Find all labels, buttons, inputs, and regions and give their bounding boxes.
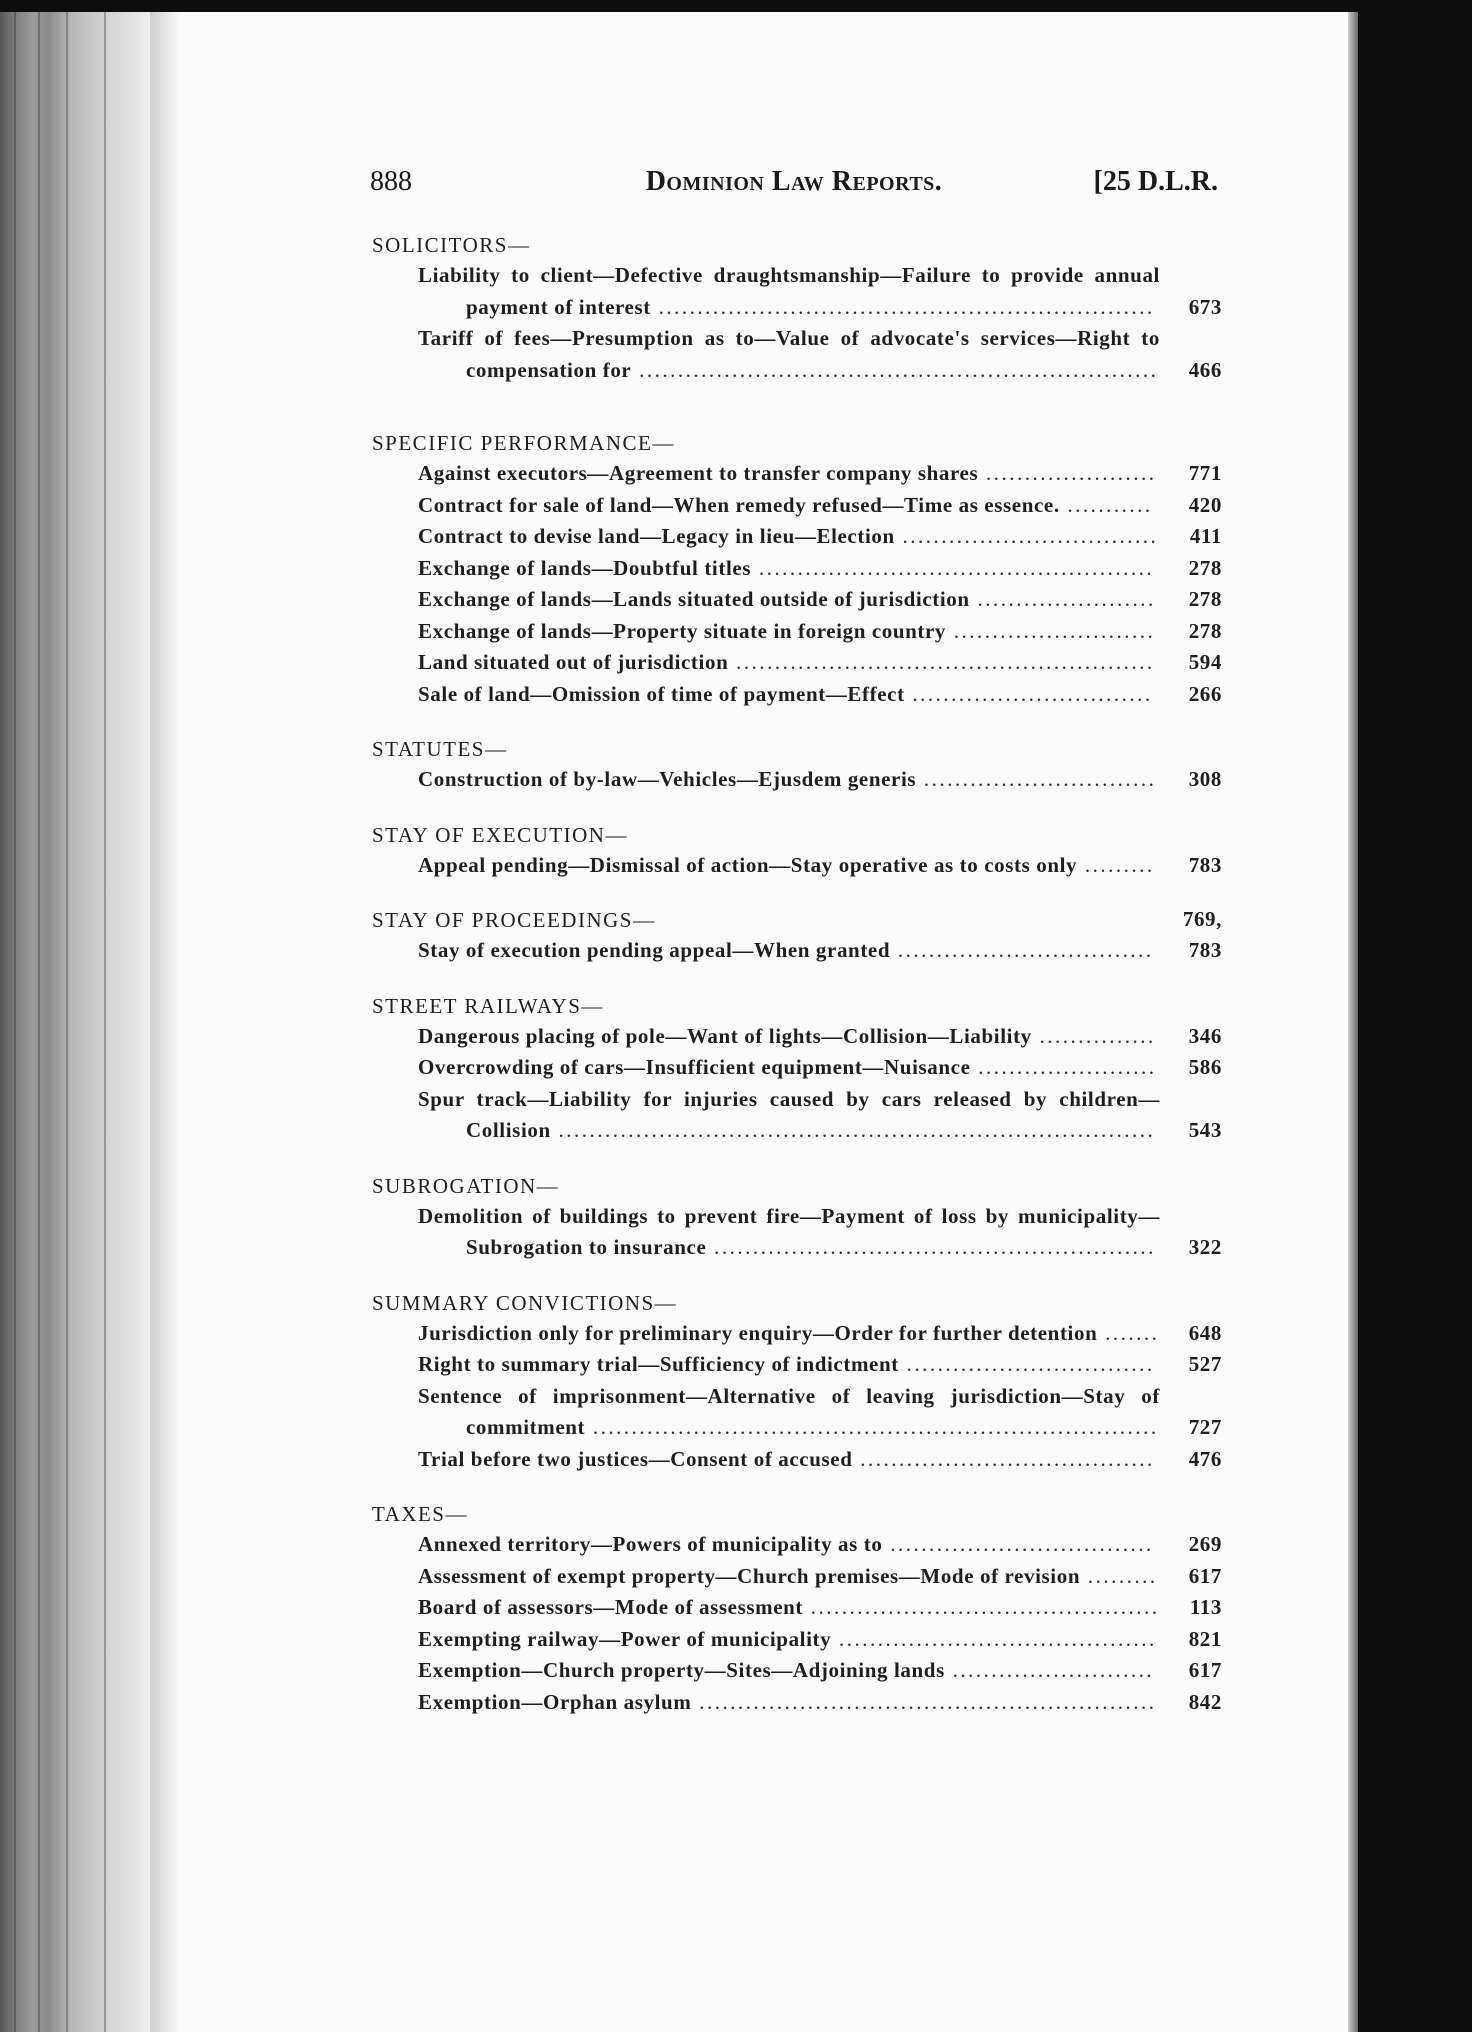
- entry-container: [370, 1349, 1222, 1381]
- entry-text: Annexed territory—Powers of municipality as to: [418, 1532, 883, 1556]
- index-entry: [370, 647, 1222, 679]
- index-section: [370, 991, 1222, 1147]
- entry-text: Overcrowding of cars—Insufficient equipment—Nuisance: [418, 1055, 971, 1079]
- entry-text: Against executors—Agreement to transfer company shares: [418, 461, 979, 485]
- section-heading: SUBROGATION—: [372, 1173, 560, 1198]
- index-entry: [370, 764, 1222, 796]
- entry-page-reference: 842: [1188, 1689, 1222, 1714]
- entry-page-reference: 821: [1188, 1626, 1222, 1651]
- dot-leader: ...............................: [904, 681, 1153, 706]
- index-entry: [370, 1084, 1222, 1147]
- index-section: [370, 428, 1222, 710]
- entry-container: [370, 935, 1222, 967]
- index-entry: [370, 323, 1222, 386]
- entry-page-reference: 783: [1188, 852, 1222, 877]
- dot-leader: .........................................: [831, 1626, 1157, 1651]
- entry-container: [370, 1561, 1222, 1593]
- entry-text: Contract for sale of land—When remedy refused—Time as essence.: [418, 492, 1060, 517]
- entry-text: Liability to client—Defective draughtsmanship—Failure to provide annual payment of interest: [418, 263, 1160, 319]
- entry-text: Right to summary trial—Sufficiency of indictment: [418, 1352, 899, 1376]
- index-entry: [370, 584, 1222, 616]
- index-section: [370, 734, 1222, 796]
- index-section: [370, 1288, 1222, 1476]
- dot-leader: .................................: [890, 938, 1154, 962]
- index-section: [370, 230, 1222, 386]
- entry-text: Exemption—Church property—Sites—Adjoining lands: [418, 1658, 945, 1682]
- index-entry: [370, 1201, 1222, 1264]
- entry-page-reference: 266: [1188, 681, 1222, 706]
- entry-text: Spur track—Liability for injuries caused by cars released by children—Collision: [418, 1086, 1160, 1142]
- entry-page-reference: 594: [1188, 650, 1222, 674]
- index-entry: [370, 1655, 1222, 1687]
- entry-text: Exchange of lands—Lands situated outside of jurisdiction: [418, 587, 970, 611]
- dot-leader: ..........................: [944, 1658, 1155, 1682]
- index-entry: [370, 1349, 1222, 1381]
- entry-text: Sentence of imprisonment—Alternative of leaving jurisdiction—Stay of commitment: [418, 1383, 1160, 1439]
- entry-container: [370, 1655, 1222, 1687]
- entry-page-reference: 727: [1188, 1415, 1222, 1439]
- entry-text: Demolition of buildings to prevent fire—Payment of loss by municipality—Subrogation to insurance: [418, 1203, 1160, 1259]
- entry-container: [370, 553, 1222, 585]
- dot-leader: ..............................: [916, 767, 1157, 791]
- entry-container: [370, 1444, 1222, 1476]
- section-heading: STAY OF EXECUTION—: [372, 822, 628, 847]
- dot-leader: .......: [1097, 1320, 1160, 1345]
- index-entry: [370, 1052, 1222, 1084]
- entry-page-reference: 411: [1189, 524, 1222, 548]
- section-heading: STAY OF PROCEEDINGS—: [372, 908, 656, 932]
- index-entry: [370, 679, 1222, 711]
- dot-leader: .............................................................................: [550, 1118, 1156, 1142]
- dot-leader: .................................: [894, 524, 1159, 548]
- entry-container: [370, 490, 1222, 522]
- index-entry: [370, 1592, 1222, 1624]
- entry-container: [370, 1381, 1222, 1444]
- dot-leader: .........................................................: [706, 1235, 1156, 1259]
- section-heading: SOLICITORS—: [372, 233, 531, 257]
- entry-page-reference: 527: [1188, 1352, 1222, 1376]
- index-entry: [370, 260, 1222, 323]
- entry-text: Tariff of fees—Presumption as to—Value of advocate's services—Right to compensation for: [418, 326, 1160, 382]
- entry-text: Assessment of exempt property—Church premises—Mode of revision: [418, 1563, 1081, 1588]
- index-entry: [370, 1381, 1222, 1444]
- entry-page-reference: 648: [1188, 1320, 1222, 1345]
- entry-container: [370, 323, 1222, 386]
- entry-page-reference: 771: [1188, 461, 1222, 485]
- index-section: [370, 1499, 1222, 1718]
- volume-reference: [25 D.L.R.: [1093, 166, 1218, 197]
- entry-page-reference: 278: [1188, 555, 1222, 580]
- dot-leader: ...........................................................: [691, 1689, 1157, 1714]
- entry-container: [370, 647, 1222, 679]
- entry-page-reference: 769, 783: [1182, 906, 1222, 962]
- entry-container: [370, 1201, 1222, 1264]
- dot-leader: .........: [1077, 852, 1155, 877]
- entry-page-reference: 346: [1188, 1023, 1222, 1048]
- entry-text: Construction of by-law—Vehicles—Ejusdem generis: [418, 767, 917, 791]
- running-title: Dominion Law Reports.: [645, 166, 943, 197]
- entry-page-reference: 278: [1188, 618, 1222, 643]
- index-entry: [370, 1529, 1222, 1561]
- entry-text: Trial before two justices—Consent of accused: [418, 1446, 853, 1471]
- entry-container: [370, 458, 1222, 490]
- entry-page-reference: 420: [1188, 492, 1222, 517]
- entry-container: [370, 1529, 1222, 1561]
- entry-container: [370, 1052, 1222, 1084]
- section-heading: SUMMARY CONVICTIONS—: [372, 1290, 678, 1315]
- section-heading: SPECIFIC PERFORMANCE—: [372, 431, 675, 455]
- entry-page-reference: 673: [1188, 294, 1222, 319]
- entry-container: [370, 1624, 1222, 1656]
- index-section: [370, 1171, 1222, 1264]
- index-content: [370, 230, 1222, 1742]
- entry-container: [370, 679, 1222, 711]
- index-entry: [370, 1444, 1222, 1476]
- entry-container: [370, 1318, 1222, 1350]
- entry-text: Jurisdiction only for preliminary enquiry—Order for further detention: [418, 1320, 1098, 1345]
- entry-container: [370, 616, 1222, 648]
- dot-leader: ...............: [1031, 1023, 1156, 1048]
- entry-page-reference: 586: [1188, 1055, 1222, 1079]
- entry-text: Stay of execution pending appeal—When granted: [418, 938, 891, 962]
- section-heading: TAXES—: [372, 1502, 468, 1526]
- book-spine-edge: [0, 12, 150, 2032]
- dot-leader: ..........................: [946, 618, 1156, 643]
- entry-page-reference: 543: [1188, 1118, 1222, 1142]
- page-right-edge: [1348, 12, 1358, 2032]
- dot-leader: ...................................................................: [631, 357, 1159, 382]
- entry-container: [370, 1592, 1222, 1624]
- dot-leader: ................................................................: [650, 294, 1155, 319]
- dot-leader: .............................................: [803, 1595, 1160, 1619]
- index-entry: [370, 850, 1222, 882]
- entry-container: [370, 1687, 1222, 1719]
- entry-container: [370, 584, 1222, 616]
- entry-container: [370, 521, 1222, 553]
- dot-leader: ......................................................: [728, 650, 1155, 674]
- running-header: [370, 166, 1218, 196]
- index-entry: [370, 458, 1222, 490]
- entry-page-reference: 322: [1188, 1235, 1222, 1259]
- dot-leader: .........................................................................: [585, 1415, 1159, 1439]
- page-gutter-shadow: [150, 12, 180, 2032]
- index-entry: [370, 1318, 1222, 1350]
- entry-text: Exempting railway—Power of municipality: [418, 1626, 832, 1651]
- entry-container: [370, 260, 1222, 323]
- dot-leader: .......................: [970, 1055, 1157, 1079]
- entry-container: [370, 1021, 1222, 1053]
- entry-container: [370, 850, 1222, 882]
- index-entry: [370, 521, 1222, 553]
- entry-text: Exemption—Orphan asylum: [418, 1689, 692, 1714]
- entry-text: Exchange of lands—Doubtful titles: [418, 555, 752, 580]
- entry-text: Exchange of lands—Property situate in foreign country: [418, 618, 947, 643]
- entry-text: Contract to devise land—Legacy in lieu—Election: [418, 524, 895, 548]
- entry-text: Appeal pending—Dismissal of action—Stay operative as to costs only: [418, 852, 1078, 877]
- page-number: 888: [370, 166, 412, 197]
- dot-leader: ...................................................: [751, 555, 1155, 580]
- entry-text: Land situated out of jurisdiction: [418, 650, 729, 674]
- entry-page-reference: 617: [1188, 1563, 1222, 1588]
- entry-container: [370, 1084, 1222, 1147]
- entry-page-reference: 278: [1188, 587, 1222, 611]
- entry-page-reference: 308: [1188, 767, 1222, 791]
- index-entry: [370, 490, 1222, 522]
- index-entry: [370, 1561, 1222, 1593]
- entry-page-reference: 476: [1188, 1446, 1222, 1471]
- section-heading: STREET RAILWAYS—: [372, 993, 604, 1018]
- dot-leader: ......................................: [852, 1446, 1155, 1471]
- entry-page-reference: 269: [1188, 1532, 1222, 1556]
- entry-page-reference: 113: [1189, 1595, 1222, 1619]
- entry-text: Sale of land—Omission of time of payment—Effect: [418, 681, 905, 706]
- entry-page-reference: 466: [1188, 357, 1222, 382]
- dot-leader: ................................: [898, 1352, 1155, 1376]
- dot-leader: .......................: [969, 587, 1156, 611]
- section-heading: STATUTES—: [372, 737, 508, 761]
- dot-leader: ..................................: [882, 1532, 1154, 1556]
- index-entry: [370, 553, 1222, 585]
- dot-leader: ...........: [1059, 492, 1153, 517]
- index-entry: [370, 1624, 1222, 1656]
- entry-page-reference: 617: [1188, 1658, 1222, 1682]
- index-section: [370, 820, 1222, 882]
- dot-leader: ......................: [978, 461, 1157, 485]
- entry-container: [370, 764, 1222, 796]
- index-entry: [370, 616, 1222, 648]
- index-entry: [370, 1021, 1222, 1053]
- index-section: [370, 905, 1222, 967]
- index-entry: [370, 1687, 1222, 1719]
- entry-text: Board of assessors—Mode of assessment: [418, 1595, 804, 1619]
- dot-leader: .........: [1080, 1563, 1158, 1588]
- entry-text: Dangerous placing of pole—Want of lights—Collision—Liability: [418, 1023, 1032, 1048]
